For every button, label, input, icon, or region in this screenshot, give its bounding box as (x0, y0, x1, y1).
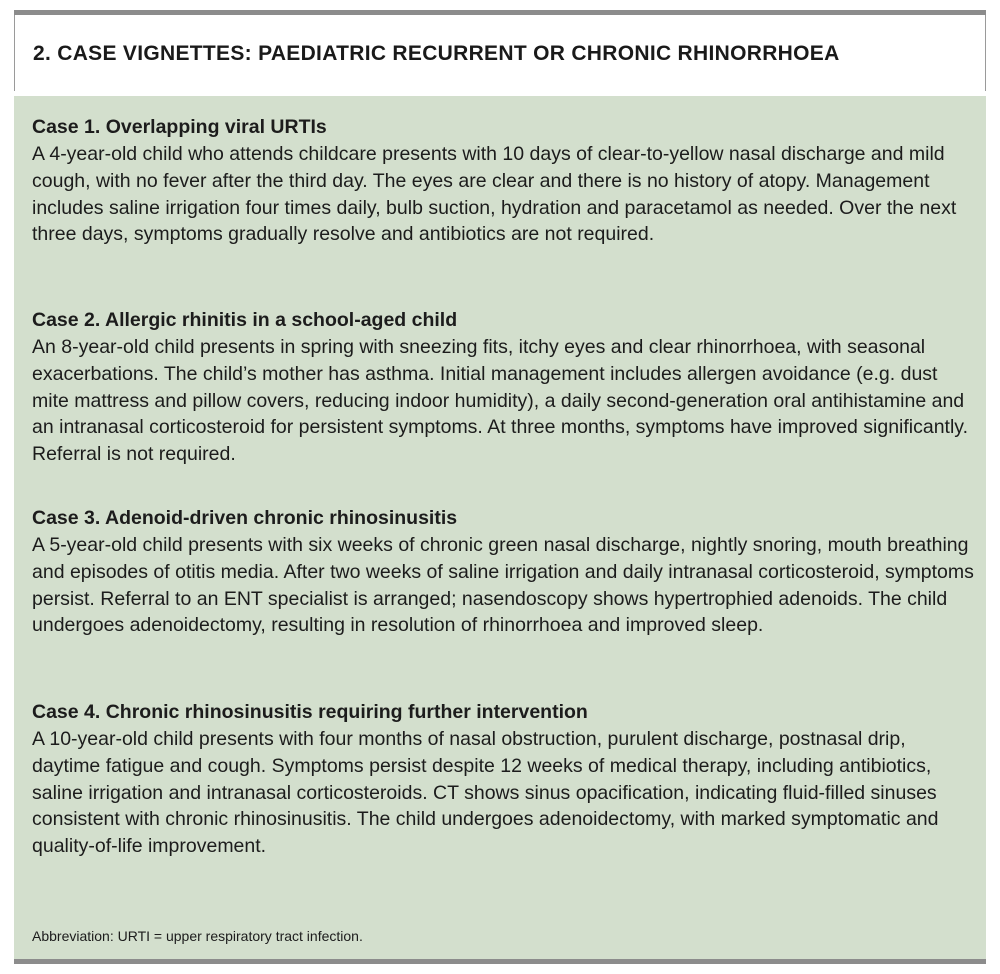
case-1-body: A 4-year-old child who attends childcare presents with 10 days of clear-to-yellow nasal discharge and mild cough, with no fever after the third day. The eyes are clear and there is no history of atopy. Management includes saline irrigation four times daily, bulb suction, hydration and paracetamol as needed. Over the next three days, symptoms gradually resolve and antibiotics are not required. (32, 143, 957, 246)
case-1-title: Case 1. Overlapping viral URTIs (32, 116, 327, 138)
case-2-title: Case 2. Allergic rhinitis in a school-aged child (32, 309, 458, 331)
case-1 (32, 113, 977, 248)
page-title: 2. CASE VIGNETTES: PAEDIATRIC RECURRENT OR CHRONIC RHINORRHOEA (33, 42, 840, 65)
box-header (14, 15, 986, 91)
case-vignettes-panel (14, 96, 986, 959)
case-4 (32, 698, 977, 860)
abbreviation-footnote: Abbreviation: URTI = upper respiratory tract infection. (32, 928, 363, 944)
case-3-title: Case 3. Adenoid-driven chronic rhinosinusitis (32, 507, 458, 529)
case-2 (32, 306, 977, 468)
bottom-rule (14, 959, 986, 964)
case-2-body: An 8-year-old child presents in spring with sneezing fits, itchy eyes and clear rhinorrhoea, with seasonal exacerbations. The child’s mother has asthma. Initial management includes allergen avoidance (e.g. dust mite mattress and pillow covers, reducing indoor humidity), a daily second-generation oral antihistamine and an intranasal corticosteroid for persistent symptoms. At three months, symptoms have improved significantly. Referral is not required. (32, 336, 969, 466)
case-4-body: A 10-year-old child presents with four months of nasal obstruction, purulent discharge, postnasal drip, daytime fatigue and cough. Symptoms persist despite 12 weeks of medical therapy, including antibiotics, saline irrigation and intranasal corticosteroids. CT shows sinus opacification, indicating fluid-filled sinuses consistent with chronic rhinosinusitis. The child undergoes adenoidectomy, with marked symptomatic and quality-of-life improvement. (32, 728, 939, 858)
case-4-title: Case 4. Chronic rhinosinusitis requiring further intervention (32, 701, 588, 723)
case-3 (32, 504, 977, 639)
case-3-body: A 5-year-old child presents with six weeks of chronic green nasal discharge, nightly snoring, mouth breathing and episodes of otitis media. After two weeks of saline irrigation and daily intranasal corticosteroid, symptoms persist. Referral to an ENT specialist is arranged; nasendoscopy shows hypertrophied adenoids. The child undergoes adenoidectomy, resulting in resolution of rhinorrhoea and improved sleep. (32, 534, 974, 637)
